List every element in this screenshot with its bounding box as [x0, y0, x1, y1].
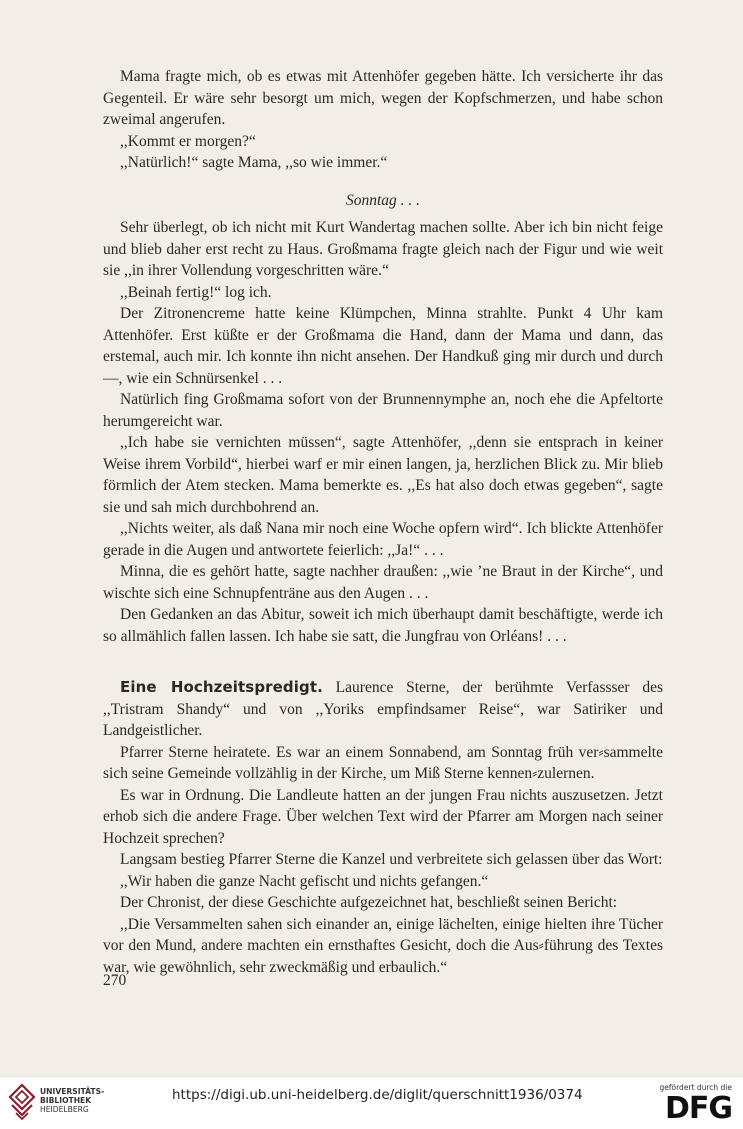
paragraph: Natürlich fing Großmama sofort von der Brunnennymphe an, noch ehe die Apfeltorte herumgereicht war.: [103, 391, 663, 430]
paragraph: ,,Die Versammelten sahen sich einander an, einige lächelten, einige hielten ihre Tücher vor den Mund, andere machten ein ernsthaftes Gesicht, doch die Aus⸗führung des Textes war, wie gewöhnlich, sehr zweckmäßig und erbaulich.“: [103, 915, 663, 976]
paragraph: ,,Ich habe sie vernichten müssen“, sagte Attenhöfer, ,,denn sie entsprach in keiner Weise ihrem Vorbild“, hierbei warf er mir einen langen, ja, herzlichen Blick zu. Mir blieb förmlich der Atem stecken. Mama bemerkte es. ,,Es hat also doch etwas gegeben“, sagte sie und sah mich durchbohrend an.: [103, 434, 663, 516]
paragraph: ,,Nichts weiter, als daß Nana mir noch eine Woche opfern wird“. Ich blickte Attenhöfer gerade in die Augen und antwortete feierlich: ,,Ja!“ . . .: [103, 520, 663, 559]
paragraph: ,,Kommt er morgen?“: [120, 132, 256, 150]
paragraph: Den Gedanken an das Abitur, soweit ich mich überhaupt damit beschäftigte, werde ich so allmählich fallen lassen. Ich habe sie satt, die Jungfrau von Orléans! . . .: [103, 606, 663, 645]
funding-label: gefördert durch die: [659, 1083, 732, 1092]
permalink-url[interactable]: https://digi.ub.uni-heidelberg.de/diglit/querschnitt1936/0374: [172, 1087, 583, 1103]
article-first-paragraph: [103, 677, 663, 742]
paragraph: Minna, die es gehört hatte, sagte nachher draußen: ,,wie ’ne Braut in der Kirche“, und wischte sich eine Schnupfenträne aus den Augen . . .: [103, 563, 663, 602]
library-line-3: HEIDELBERG: [40, 1105, 89, 1114]
paragraph: ,,Natürlich!“ sagte Mama, ,,so wie immer.“: [120, 154, 388, 171]
paragraph: Langsam bestieg Pfarrer Sterne die Kanzel und verbreitete sich gelassen über das Wort:: [120, 851, 663, 868]
library-line-1: UNIVERSITÄTS-: [40, 1087, 105, 1096]
university-library-logo-icon: [8, 1083, 36, 1121]
section-heading: Sonntag . . .: [345, 191, 421, 209]
paragraph: Pfarrer Sterne heiratete. Es war an einem Sonnabend, am Sonntag früh ver⸗sammelte sich seine Gemeinde vollzählig in der Kirche, um Miß Sterne kennen⸗zulernen.: [103, 743, 663, 782]
paragraph: ,,Wir haben die ganze Nacht gefischt und nichts gefangen.“: [120, 872, 489, 890]
page-number: 270: [103, 972, 127, 989]
text-column: [103, 66, 663, 978]
section-gap: [103, 647, 663, 677]
paragraph: Mama fragte mich, ob es etwas mit Attenhöfer gegeben hätte. Ich versicherte ihr das Gegenteil. Er wäre sehr besorgt um mich, wegen der Kopfschmerzen, und habe schon zweimal angerufen.: [103, 68, 663, 128]
library-name[interactable]: [40, 1087, 104, 1114]
paragraph: Der Zitronencreme hatte keine Klümpchen, Minna strahlte. Punkt 4 Uhr kam Attenhöfer. Erst küßte er der Großmama die Hand, dann der Mama und dann, das erstemal, auch mir. Ich konnte ihn nicht ansehen. Der Handkuß ging mir durch und durch —, wie ein Schnürsenkel . . .: [103, 305, 663, 387]
viewer-footer: [0, 1076, 743, 1129]
paragraph: Der Chronist, der diese Geschichte aufgezeichnet hat, beschließt seinen Bericht:: [120, 894, 618, 911]
article-title: Eine Hochzeitspredigt.: [120, 678, 323, 696]
library-line-2: BIBLIOTHEK: [40, 1096, 92, 1105]
paragraph: Es war in Ordnung. Die Landleute hatten an der jungen Frau nichts auszusetzen. Jetzt erhob sich die andere Frage. Über welchen Text wird der Pfarrer am Morgen nach seiner Hochzeit sprechen?: [103, 786, 663, 847]
dfg-logo-icon[interactable]: DFG: [664, 1091, 732, 1126]
paragraph: ,,Beinah fertig!“ log ich.: [120, 283, 272, 301]
paragraph: Sehr überlegt, ob ich nicht mit Kurt Wandertag machen sollte. Aber ich bin nicht feige und blieb daher erst recht zu Haus. Großmama fragte gleich nach der Figur und wie weit sie ,,in ihrer Vollendung vorgeschritten wäre.“: [103, 219, 663, 279]
article-intro: Laurence Sterne, der berühmte Verfassser des ,,Tristram Shandy“ und von ,,Yoriks empfindsamer Reise“, war Satiriker und Landgeistlicher.: [103, 679, 663, 739]
